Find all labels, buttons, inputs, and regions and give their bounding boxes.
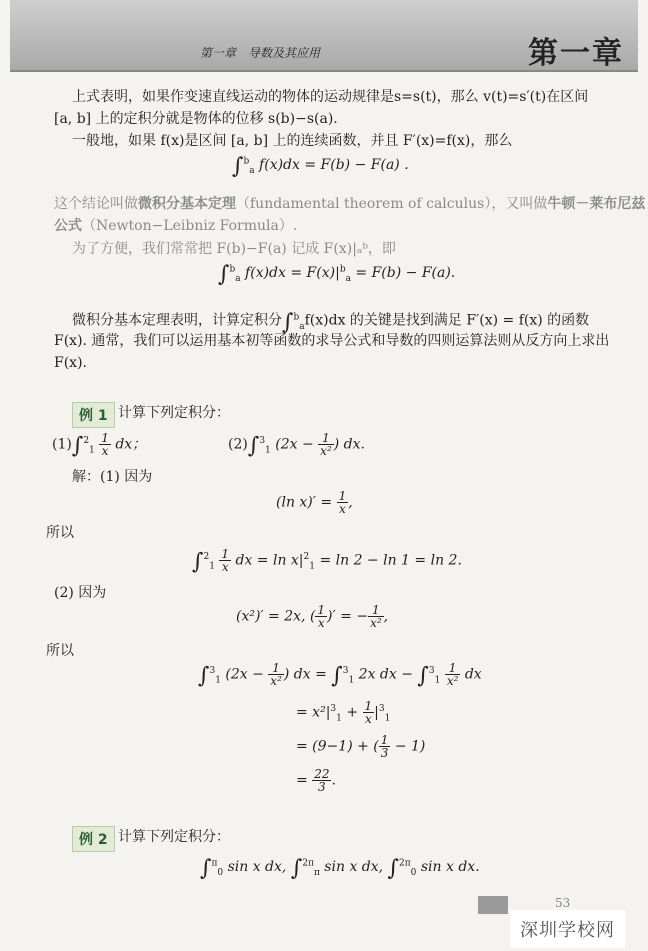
formula-step-4: = $\frac{22}{3}$ . (296, 767, 336, 794)
watermark: 深圳学校网 (510, 910, 625, 948)
solution-label: 解：(1) 因为 (72, 469, 153, 485)
example-1-tag: 例 1 (72, 402, 115, 428)
paragraph-line: F(x). 通常，我们可以运用基本初等函数的求导公式和导数的四则运算法则从反方向上求出 (54, 333, 610, 349)
paragraph-line: 微积分基本定理表明，计算定积分∫$^b_a$f(x)dx 的关键是找到满足 F′(x) = f(x) 的函数 (72, 309, 590, 335)
formula-step-1: ∫$^3_1$ (2x − $\frac{1}{\text{x²}}$ ) dx = ∫$^3_1$ 2x dx − ∫$^3_1$ $\frac{1}{\text{x²}}$ dx (198, 661, 482, 689)
theorem-text: 这个结论叫做 (54, 196, 138, 212)
chapter-header (10, 0, 638, 72)
theorem-name: 微积分基本定理 (138, 196, 236, 212)
example-1-part-2: (2)∫$^3_1$ (2x − $\frac{1}{\text{x²}}$ ) dx. (228, 431, 365, 459)
formula-derivatives: (x²)′ = 2x, ( $\frac{1}{x}$ )′ = − $\frac{1}{\text{x²}}$ , (236, 603, 389, 630)
formula-result-1: ∫$^2_1$ $\frac{1}{x}$ dx = $\ln x|^2_1 = \ln 2 - \ln 1 = \ln 2$. (192, 547, 462, 575)
paragraph-line: F(x). (54, 355, 87, 371)
chapter-title-text: 第一章 (528, 36, 624, 71)
text-part: f(x)dx 的关键是找到满足 F′(x) = f(x) 的函数 (304, 312, 590, 329)
part-label: (1) (52, 436, 72, 453)
example-2-integrals: ∫$^\pi_0$ sin x dx, ∫$^{2\pi}_\pi$ sin x dx, ∫$^{2\pi}_0$ sin x dx. (200, 856, 480, 881)
chapter-title (528, 28, 624, 72)
footer-bar (478, 896, 508, 914)
paragraph-line: 一般地，如果 f(x)是区间 [a, b] 上的连续函数，并且 F′(x)=f(x)，那么 (72, 133, 513, 149)
theorem-line (54, 215, 297, 237)
theorem-alt-name-end: 公式 (54, 218, 82, 234)
so-label: 所以 (46, 525, 74, 541)
theorem-english: （fundamental theorem of calculus），又叫做 (236, 196, 548, 212)
formula-step-2: = $x^2|^3_1$ + $\frac{1}{x}$ $|^3_1$ (296, 699, 391, 726)
formula-ln-derivative: (ln x)′ = $\frac{1}{x}$ , (276, 489, 353, 516)
page-number: 53 (555, 896, 571, 910)
paragraph-line: [a, b] 上的定积分就是物体的位移 s(b)−s(a). (54, 111, 338, 127)
part-label: (2) (228, 436, 248, 453)
paragraph-line: 上式表明，如果作变速直线运动的物体的运动规律是s=s(t)，那么 v(t)=s′(t)在区间 (72, 89, 589, 105)
header-subtitle: 第一章 导数及其应用 (200, 46, 321, 60)
formula-notation: ∫$^b_a$ $f(x)dx = F(x)|^b_a = F(b) - F(a)$. (218, 262, 456, 287)
example-2-tag: 例 2 (72, 826, 115, 852)
formula-step-3: = (9−1) + ( $\frac{1}{3}$ − 1) (296, 733, 426, 760)
example-2-prompt: 计算下列定积分： (118, 829, 230, 845)
formula-ftc: ∫$^b_a$ f(x)dx = F(b) − F(a) . (232, 154, 409, 179)
theorem-line (54, 193, 645, 215)
theorem-alt-name: 牛顿－莱布尼兹 (547, 196, 646, 212)
example-1-prompt: 计算下列定积分： (118, 405, 230, 421)
theorem-english-alt: （Newton−Leibniz Formula）. (82, 218, 298, 234)
part-2-label: (2) 因为 (54, 585, 107, 601)
example-1-part-1: (1)∫$^2_1$ $\frac{1}{x}$ dx； (52, 431, 147, 459)
so-label: 所以 (46, 643, 74, 659)
notation-line: 为了方便，我们常常把 F(b)−F(a) 记成 F(x)|ₐᵇ，即 (72, 241, 396, 257)
text-part: 微积分基本定理表明，计算定积分 (72, 312, 282, 329)
